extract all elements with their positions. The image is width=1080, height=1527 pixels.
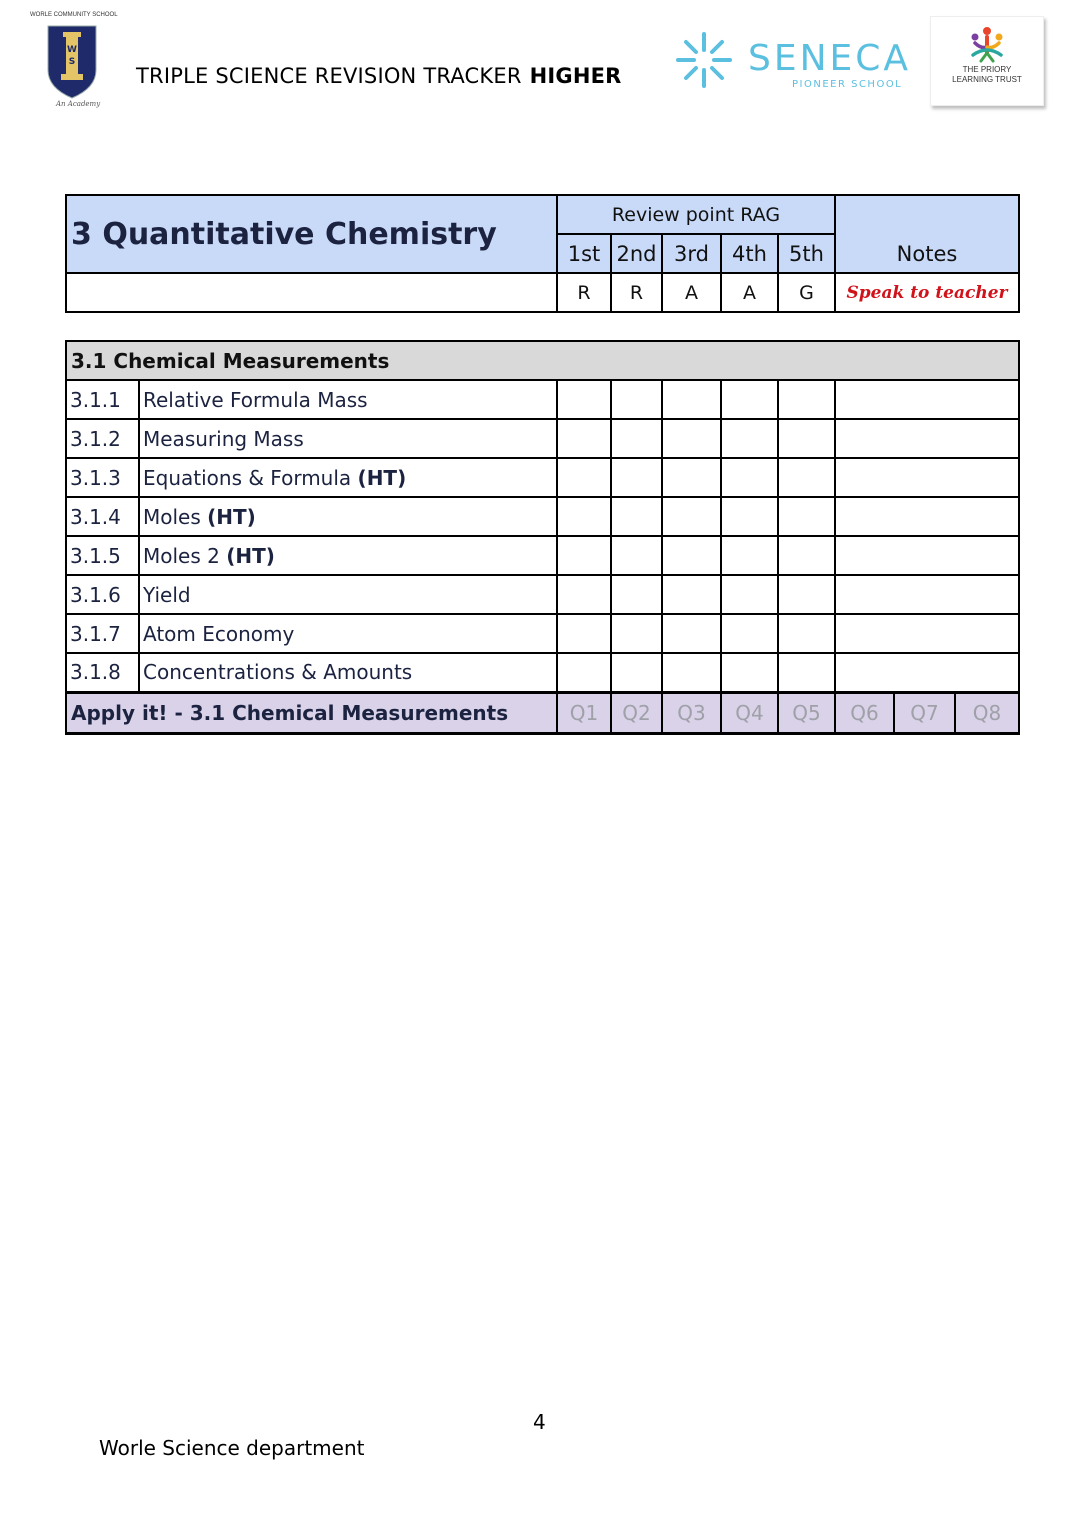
- topic-header-table: [65, 194, 1020, 313]
- topic-blank-cell: [66, 273, 557, 312]
- item-name-text: Moles: [143, 504, 201, 529]
- table-row: [66, 575, 1019, 614]
- higher-tier-tag: (HT): [207, 504, 256, 529]
- seneca-logo-text: SENECA: [748, 38, 912, 79]
- item-code: 3.1.3: [66, 458, 139, 497]
- item-name-text: Relative Formula Mass: [143, 387, 368, 412]
- rag-cell-1[interactable]: [557, 497, 611, 536]
- rag-cell-3[interactable]: [662, 575, 721, 614]
- rag-value-1[interactable]: R: [557, 273, 611, 312]
- rag-value-4[interactable]: A: [721, 273, 778, 312]
- rag-cell-2[interactable]: [611, 536, 662, 575]
- item-name-text: Yield: [143, 582, 191, 607]
- notes-cell[interactable]: [835, 497, 1019, 536]
- topic-title: 3 Quantitative Chemistry: [66, 195, 557, 273]
- apply-question[interactable]: Q4: [721, 692, 778, 733]
- apply-question[interactable]: Q5: [778, 692, 835, 733]
- rag-cell-1[interactable]: [557, 536, 611, 575]
- table-row: [66, 380, 1019, 419]
- footer-department: Worle Science department: [99, 1436, 365, 1460]
- notes-cell[interactable]: [835, 536, 1019, 575]
- rag-value-2[interactable]: R: [611, 273, 662, 312]
- item-name: [139, 419, 557, 458]
- priory-logo: [930, 16, 1044, 106]
- svg-text:S: S: [68, 57, 76, 67]
- rag-cell-5[interactable]: [778, 575, 835, 614]
- rag-cell-3[interactable]: [662, 458, 721, 497]
- rag-cell-5[interactable]: [778, 497, 835, 536]
- table-row: [66, 536, 1019, 575]
- item-name-text: Moles 2: [143, 543, 220, 568]
- notes-heading: Notes: [835, 195, 1019, 273]
- rag-cell-4[interactable]: [721, 458, 778, 497]
- rag-cell-3[interactable]: [662, 497, 721, 536]
- rag-cell-1[interactable]: [557, 653, 611, 692]
- rag-cell-3[interactable]: [662, 380, 721, 419]
- apply-question[interactable]: Q6: [835, 692, 894, 733]
- priory-line1: THE PRIORY: [962, 65, 1012, 74]
- page-title: [136, 64, 622, 88]
- rag-cell-2[interactable]: [611, 614, 662, 653]
- apply-question[interactable]: Q8: [955, 692, 1019, 733]
- seneca-burst-icon: [674, 30, 734, 90]
- notes-value[interactable]: Speak to teacher: [835, 273, 1019, 312]
- item-name: [139, 653, 557, 692]
- rag-cell-4[interactable]: [721, 419, 778, 458]
- rag-cell-2[interactable]: [611, 497, 662, 536]
- apply-question[interactable]: Q1: [557, 692, 611, 733]
- rag-cell-3[interactable]: [662, 614, 721, 653]
- rag-cell-3[interactable]: [662, 536, 721, 575]
- notes-cell[interactable]: [835, 575, 1019, 614]
- school-name: WORLE COMMUNITY SCHOOL: [30, 12, 118, 18]
- apply-question[interactable]: Q7: [894, 692, 955, 733]
- rag-value-5[interactable]: G: [778, 273, 835, 312]
- rag-cell-5[interactable]: [778, 458, 835, 497]
- tracker-title: TRIPLE SCIENCE REVISION TRACKER: [136, 64, 522, 88]
- item-name: [139, 458, 557, 497]
- rag-cell-2[interactable]: [611, 419, 662, 458]
- notes-cell[interactable]: [835, 614, 1019, 653]
- rag-cell-4[interactable]: [721, 536, 778, 575]
- rag-value-3[interactable]: A: [662, 273, 721, 312]
- rag-cell-5[interactable]: [778, 653, 835, 692]
- rag-cell-5[interactable]: [778, 419, 835, 458]
- rag-cell-2[interactable]: [611, 380, 662, 419]
- level-label: HIGHER: [529, 64, 622, 88]
- seneca-subtitle: PIONEER SCHOOL: [792, 79, 903, 90]
- item-name-text: Measuring Mass: [143, 426, 304, 451]
- rag-cell-1[interactable]: [557, 419, 611, 458]
- item-code: 3.1.5: [66, 536, 139, 575]
- school-crest-icon: [46, 24, 98, 100]
- svg-text:W: W: [67, 45, 77, 55]
- item-name: [139, 536, 557, 575]
- rag-cell-3[interactable]: [662, 653, 721, 692]
- apply-it-title: Apply it! - 3.1 Chemical Measurements: [66, 692, 557, 733]
- review-col-1: 1st: [557, 234, 611, 273]
- crest-subtitle: An Academy: [56, 100, 101, 108]
- item-name: [139, 497, 557, 536]
- rag-cell-2[interactable]: [611, 575, 662, 614]
- section-title: 3.1 Chemical Measurements: [66, 341, 1019, 380]
- item-code: 3.1.2: [66, 419, 139, 458]
- rag-cell-5[interactable]: [778, 380, 835, 419]
- item-name: [139, 380, 557, 419]
- priory-figures-icon: [965, 23, 1009, 63]
- section-table: [65, 340, 1020, 735]
- review-col-2: 2nd: [611, 234, 662, 273]
- rag-cell-5[interactable]: [778, 614, 835, 653]
- table-row: [66, 653, 1019, 692]
- item-name-text: Atom Economy: [143, 621, 295, 646]
- table-row: [66, 419, 1019, 458]
- page-number: 4: [533, 1410, 546, 1434]
- rag-cell-2[interactable]: [611, 458, 662, 497]
- item-code: 3.1.4: [66, 497, 139, 536]
- apply-question[interactable]: Q3: [662, 692, 721, 733]
- rag-cell-4[interactable]: [721, 497, 778, 536]
- rag-cell-4[interactable]: [721, 653, 778, 692]
- rag-cell-3[interactable]: [662, 419, 721, 458]
- rag-cell-1[interactable]: [557, 458, 611, 497]
- rag-heading: Review point RAG: [557, 195, 835, 234]
- notes-cell[interactable]: [835, 419, 1019, 458]
- item-name: [139, 614, 557, 653]
- item-code: 3.1.6: [66, 575, 139, 614]
- table-row: [66, 497, 1019, 536]
- item-name: [139, 575, 557, 614]
- item-name-text: Concentrations & Amounts: [143, 660, 413, 685]
- notes-cell[interactable]: [835, 380, 1019, 419]
- review-col-4: 4th: [721, 234, 778, 273]
- priory-line2: LEARNING TRUST: [952, 75, 1022, 84]
- rag-cell-4[interactable]: [721, 614, 778, 653]
- rag-cell-5[interactable]: [778, 536, 835, 575]
- rag-cell-1[interactable]: [557, 380, 611, 419]
- higher-tier-tag: (HT): [357, 465, 407, 490]
- item-code: 3.1.1: [66, 380, 139, 419]
- rag-cell-1[interactable]: [557, 614, 611, 653]
- apply-question[interactable]: Q2: [611, 692, 662, 733]
- item-name-text: Equations & Formula: [143, 465, 352, 490]
- review-col-3: 3rd: [662, 234, 721, 273]
- notes-cell[interactable]: [835, 653, 1019, 692]
- review-col-5: 5th: [778, 234, 835, 273]
- higher-tier-tag: (HT): [226, 543, 275, 568]
- rag-cell-4[interactable]: [721, 575, 778, 614]
- item-code: 3.1.7: [66, 614, 139, 653]
- notes-cell[interactable]: [835, 458, 1019, 497]
- item-code: 3.1.8: [66, 653, 139, 692]
- rag-cell-1[interactable]: [557, 575, 611, 614]
- rag-cell-4[interactable]: [721, 380, 778, 419]
- rag-cell-2[interactable]: [611, 653, 662, 692]
- table-row: [66, 614, 1019, 653]
- table-row: [66, 458, 1019, 497]
